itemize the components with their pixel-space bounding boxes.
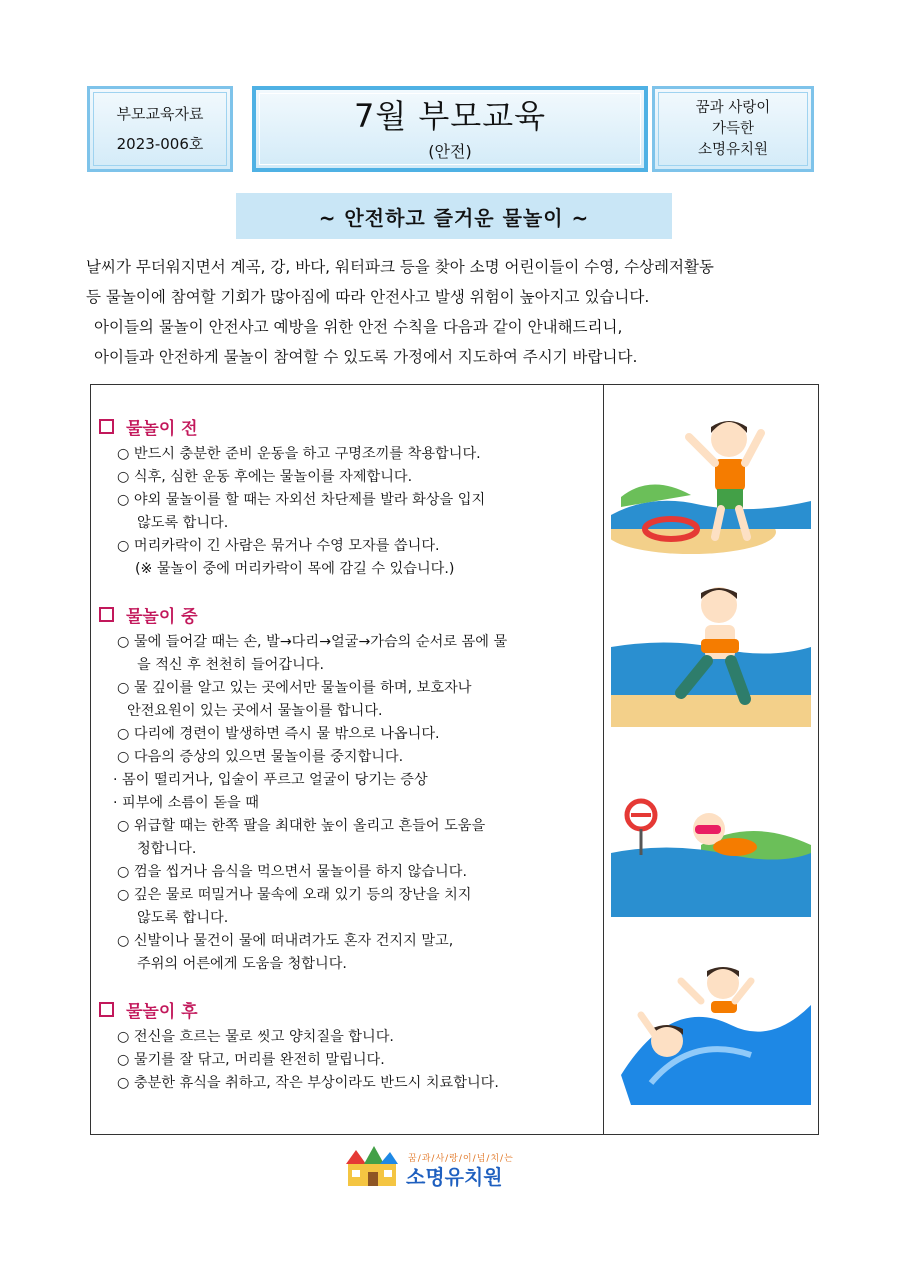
rule-line: ○ 껌을 씹거나 음식을 먹으면서 물놀이를 하지 않습니다. xyxy=(117,864,467,880)
section-heading-label: 물놀이 후 xyxy=(126,1001,198,1022)
shivering-child-illustration xyxy=(611,577,811,727)
rule-line: ○ 식후, 심한 운동 후에는 물놀이를 자제합니다. xyxy=(117,469,413,485)
rule-subitem: · 몸이 떨리거나, 입술이 푸르고 얼굴이 당기는 증상 xyxy=(113,772,428,788)
doc-number-label: 2023-006호 xyxy=(116,135,204,153)
rule-line: ○ 물 깊이를 알고 있는 곳에서만 물놀이를 하며, 보호자나 xyxy=(117,680,472,696)
rule-line: ○ 충분한 휴식을 취하고, 작은 부상이라도 반드시 치료합니다. xyxy=(117,1075,499,1091)
school-slogan-box xyxy=(652,86,814,172)
rule-line: ○ 물에 들어갈 때는 손, 발→다리→얼굴→가슴의 순서로 몸에 물 xyxy=(117,634,508,650)
rule-line: 않도록 합니다. xyxy=(137,515,229,531)
rule-line: ○ 야외 물놀이를 할 때는 자외선 차단제를 발라 화상을 입지 xyxy=(117,492,486,508)
doc-info-box xyxy=(87,86,233,172)
page-title: 7월 부모교육 xyxy=(353,96,547,135)
rule-line: ○ 깊은 물로 떠밀거나 물속에 오래 있기 등의 장난을 치지 xyxy=(117,887,472,903)
castle-icon xyxy=(344,1144,400,1188)
checkbox-icon xyxy=(99,419,114,434)
rule-line: 않도록 합니다. xyxy=(137,910,229,926)
rule-line: ○ 다음의 증상의 있으면 물놀이를 중지합니다. xyxy=(117,749,404,765)
doc-type-label: 부모교육자료 xyxy=(116,105,204,123)
column-divider xyxy=(603,385,604,1134)
rule-line: 을 적신 후 천천히 들어갑니다. xyxy=(137,657,325,673)
rule-line: ○ 전신을 흐르는 물로 씻고 양치질을 합니다. xyxy=(117,1029,394,1045)
slogan-line-3: 소명유치원 xyxy=(697,141,769,158)
section-heading-label: 물놀이 중 xyxy=(126,606,198,627)
rule-line: ○ 다리에 경련이 발생하면 즉시 물 밖으로 나옵니다. xyxy=(117,726,440,742)
intro-line: 아이들의 물놀이 안전사고 예방을 위한 안전 수칙을 다음과 같이 안내해드리니, xyxy=(94,318,623,336)
intro-line: 등 물놀이에 참여할 기회가 많아짐에 따라 안전사고 발생 위험이 높아지고 있습니다. xyxy=(86,288,650,306)
section-heading-during xyxy=(99,599,599,629)
intro-line: 날씨가 무더워지면서 계곡, 강, 바다, 워터파크 등을 찾아 소명 어린이들이 수영, 수상레저활동 xyxy=(86,258,714,276)
rule-line: 청합니다. xyxy=(137,841,197,857)
section-heading-before xyxy=(99,411,599,441)
rule-subitem: · 피부에 소름이 돋을 때 xyxy=(113,795,259,811)
rule-note: (※ 물놀이 중에 머리카락이 목에 감길 수 있습니다.) xyxy=(135,561,455,577)
intro-line: 아이들과 안전하게 물놀이 참여할 수 있도록 가정에서 지도하여 주시기 바랍니다. xyxy=(94,348,638,366)
page-subtitle: (안전) xyxy=(428,141,472,161)
logo-name: 소명유치원 xyxy=(406,1165,503,1189)
checkbox-icon xyxy=(99,607,114,622)
rule-line: ○ 위급할 때는 한쪽 팔을 최대한 높이 올리고 흔들어 도움을 xyxy=(117,818,486,834)
rule-line: ○ 반드시 충분한 준비 운동을 하고 구명조끼를 착용합니다. xyxy=(117,446,481,462)
slogan-line-1: 꿈과 사랑이 xyxy=(695,99,771,116)
rule-line: ○ 신발이나 물건이 물에 떠내려가도 혼자 건지지 말고, xyxy=(117,933,454,949)
rules-column xyxy=(99,411,599,1095)
safety-rules-table xyxy=(90,384,819,1135)
rule-line: ○ 물기를 잘 닦고, 머리를 완전히 말립니다. xyxy=(117,1052,385,1068)
rule-line: ○ 머리카락이 긴 사람은 묶거나 수영 모자를 씁니다. xyxy=(117,538,440,554)
slogan-line-2: 가득한 xyxy=(711,120,755,137)
kindergarten-logo xyxy=(344,1142,544,1188)
rule-line: 안전요원이 있는 곳에서 물놀이를 합니다. xyxy=(127,703,383,719)
checkbox-icon xyxy=(99,1002,114,1017)
stretching-child-illustration xyxy=(611,397,811,557)
title-box xyxy=(252,86,648,172)
intro-paragraph xyxy=(86,252,826,372)
logo-motto: 꿈/과/사/랑/이/넘/치/는 xyxy=(408,1154,514,1164)
drowning-children-illustration xyxy=(611,955,811,1115)
swimming-eating-illustration xyxy=(611,797,811,922)
rule-line: 주위의 어른에게 도움을 청합니다. xyxy=(137,956,347,972)
section-heading-label: 물놀이 전 xyxy=(126,418,198,439)
section-heading-after xyxy=(99,994,599,1024)
topic-banner: ~ 안전하고 즐거운 물놀이 ~ xyxy=(236,193,672,239)
